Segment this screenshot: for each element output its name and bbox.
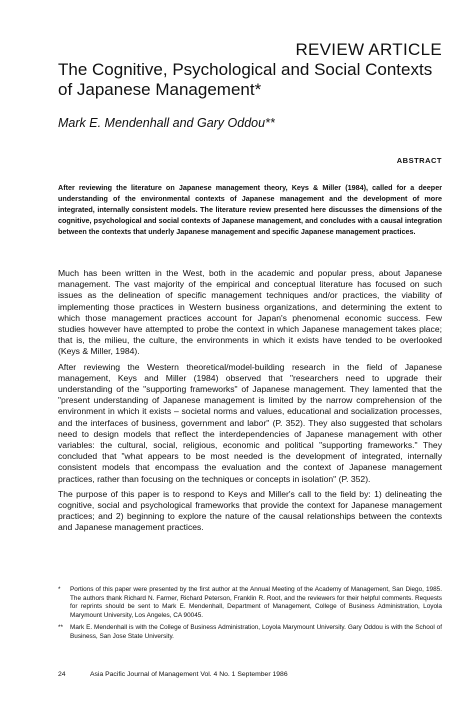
- abstract-text: After reviewing the literature on Japanese management theory, Keys & Miller (1984), called for a deeper understanding of the environmental contexts of Japanese management and the development of more integrated, internally consistent models. The literature review presented here discusses the dimensions of the cognitive, psychological and social contexts of Japanese management, and concludes with a causal integration between the contexts that underly Japanese management and specific Japanese management practices.: [58, 183, 442, 236]
- section-label: REVIEW ARTICLE: [295, 40, 442, 59]
- footnote: [58, 624, 442, 641]
- footnote-text: Portions of this paper were presented by the first author at the Annual Meeting of the Academy of Management, San Diego, 1985. The authors thank Richard N. Farmer, Richard Peterson, Franklin R. Root, and the reviewers for their helpful comments. Requests for reprints should be sent to Mark E. Mendenhall, Department of Management, College of Business Administration, Loyola Marymount University, Los Angeles, CA 90045.: [70, 586, 442, 620]
- footnote: [58, 586, 442, 621]
- footnote-mark: **: [58, 623, 63, 631]
- journal-citation: Asia Pacific Journal of Management Vol. 4 No. 1 September 1986: [90, 671, 288, 678]
- body-paragraph: After reviewing the Western theoretical/model-building research in the field of Japanese management, Keys and Miller (1984) observed that "researchers need to upgrade their understanding of the "supporting frameworks" of Japanese management. They lamented that the "present understanding of Japanese management is limited by the narrow comprehension of the environment in which it exists – societal norms and values, educational and socialization processes, and the interfaces of business, government and labor" (P. 352). They also suggested that scholars need to design models that reflect the interdependencies of Japanese management with other variables: the cultural, social, religious, economic and political "supporting frameworks." They concluded that "what appears to be most needed is the development of integrated, internally consistent models that encompass the evaluation and the context of Japanese management practices, rather than focusing on the techniques or concepts in isolation" (P. 352).: [58, 361, 442, 484]
- footnote-mark: *: [58, 586, 61, 593]
- body-paragraph: The purpose of this paper is to respond to Keys and Miller's call to the field by: 1) delineating the cognitive, social and psychological frameworks that provide the context for Japanese management practices; and 2) beginning to explore the nature of the causal relationships between the contexts and Japanese management practices.: [58, 488, 442, 533]
- article-title: The Cognitive, Psychological and Social Contexts of Japanese Management*: [58, 60, 433, 99]
- abstract-heading: ABSTRACT: [396, 156, 442, 165]
- footnote-text: Mark E. Mendenhall is with the College of Business Administration, Loyola Marymount University. Gary Oddou is with the School of Business, San Jose State University.: [70, 623, 442, 640]
- page-number: 24: [58, 671, 66, 678]
- article-body: [58, 268, 442, 538]
- body-paragraph: Much has been written in the West, both in the academic and popular press, about Japanese management. The vast majority of the empirical and conceptual literature has focused on such issues as the delineation of specific management techniques and/or practices, the viability of implementing those practices in Western business organizations, and determining the extent to which those management practices account for Japan's phenomenal economic success. Few studies however have attempted to probe the context in which Japanese management takes place; that is, the milieu, the culture, the environments in which it exists have tended to be overlooked (Keys & Miller, 1984).: [58, 268, 442, 357]
- page-footer: [58, 671, 442, 678]
- article-authors: Mark E. Mendenhall and Gary Oddou**: [58, 116, 275, 130]
- footnotes: [58, 586, 442, 644]
